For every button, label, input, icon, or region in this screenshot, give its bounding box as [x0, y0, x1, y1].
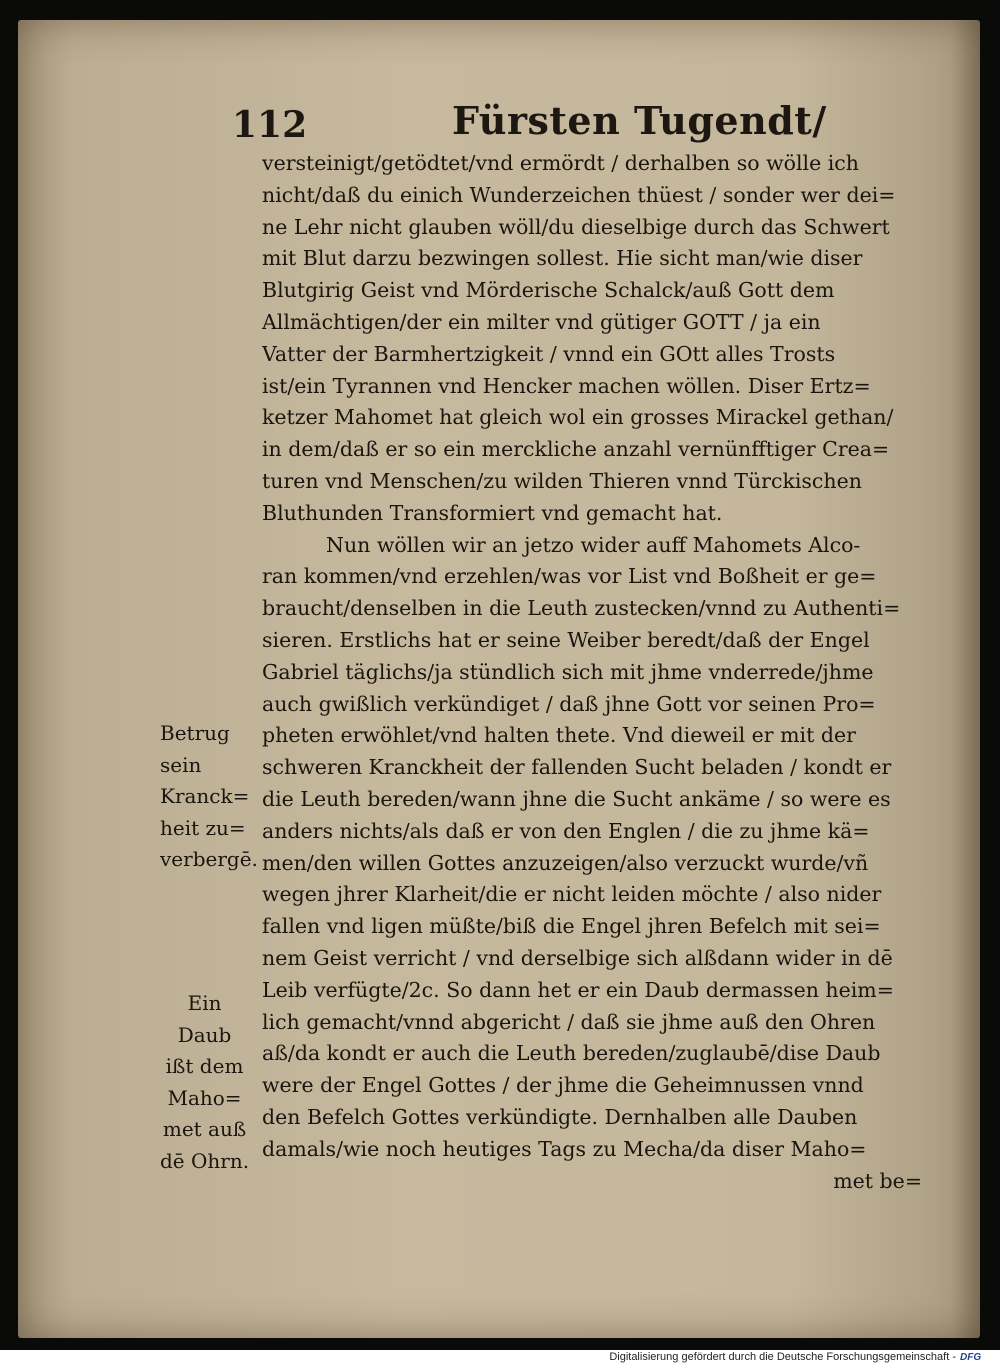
text-line: auch gwißlich verkündiget / daß jhne Gott vor seinen Pro=: [262, 691, 876, 716]
running-header: Fürsten Tugendt/: [452, 98, 827, 143]
main-text-block: [262, 148, 922, 1197]
text-line: turen vnd Menschen/zu wilden Thieren vnnd Türckischen: [262, 468, 862, 493]
text-line: fallen vnd ligen müßte/biß die Engel jhren Befelch mit sei=: [262, 914, 881, 939]
text-line: in dem/daß er so ein merckliche anzahl vernünfftiger Crea=: [262, 437, 890, 462]
text-line: ist/ein Tyrannen vnd Hencker machen wöllen. Diser Ertz=: [262, 373, 871, 398]
text-line: anders nichts/als daß er von den Englen / die zu jhme kä=: [262, 818, 870, 843]
text-line: mit Blut darzu bezwingen sollest. Hie sicht man/wie diser: [262, 246, 863, 271]
margin-note-line: ißt dem: [165, 1054, 244, 1078]
footer-bar: [0, 1350, 1000, 1367]
margin-note-line: heit zu=: [160, 815, 246, 840]
text-line: aß/da kondt er auch die Leuth bereden/zuglaubē/dise Daub: [262, 1041, 881, 1066]
text-line: Allmächtigen/der ein milter vnd gütiger GOTT / ja ein: [262, 309, 821, 334]
text-line: pheten erwöhlet/vnd halten thete. Vnd dieweil er mit der: [262, 723, 856, 748]
text-line: Gabriel täglichs/ja stündlich sich mit jhme vnderrede/jhme: [262, 659, 874, 684]
text-line: ketzer Mahomet hat gleich wol ein grosses Mirackel gethan/: [262, 405, 894, 430]
dfg-logo: DFG: [960, 1352, 982, 1363]
catchword: met be=: [833, 1168, 922, 1193]
text-line: ne Lehr nicht glauben wöll/du dieselbige durch das Schwert: [262, 214, 890, 239]
page-number: 112: [232, 104, 308, 146]
margin-note-line: Kranck=: [160, 784, 250, 808]
text-line: sieren. Erstlichs hat er seine Weiber beredt/daß der Engel: [262, 627, 870, 652]
margin-note-line: Maho=: [167, 1085, 242, 1110]
margin-note-line: dē Ohrn.: [160, 1148, 250, 1173]
text-line: braucht/denselben in die Leuth zustecken/vnnd zu Authenti=: [262, 596, 901, 621]
margin-note-betrug: [160, 718, 258, 876]
text-line: Blutgirig Geist vnd Mörderische Schalck/auß Gott dem: [262, 278, 835, 303]
text-line: men/den willen Gottes anzuzeigen/also verzuckt wurde/vñ: [262, 850, 869, 875]
text-line: were der Engel Gottes / der jhme die Geheimnussen vnnd: [262, 1073, 864, 1098]
text-line-paragraph-start: Nun wöllen wir an jetzo wider auff Mahomets Alco-: [326, 532, 861, 557]
text-line: nicht/daß du einich Wunderzeichen thüest / sonder wer dei=: [262, 182, 896, 207]
text-line: lich gemacht/vnnd abgericht / daß sie jhme auß den Ohren: [262, 1009, 876, 1034]
text-line: wegen jhrer Klarheit/die er nicht leiden möchte / also nider: [262, 882, 882, 907]
text-line: Leib verfügte/2c. So dann het er ein Daub dermassen heim=: [262, 977, 894, 1002]
text-line: versteinigt/getödtet/vnd ermördt / derhalben so wölle ich: [262, 151, 859, 175]
funding-credit: Digitalisierung gefördert durch die Deutsche Forschungsgemeinschaft -: [609, 1351, 956, 1363]
margin-note-line: met auß: [162, 1117, 247, 1141]
text-line: ran kommen/vnd erzehlen/was vor List vnd Boßheit er ge=: [262, 564, 877, 589]
margin-note-line: Ein: [187, 991, 222, 1015]
text-line: die Leuth bereden/wann jhne die Sucht ankäme / so were es: [262, 786, 891, 811]
margin-note-daub: [160, 988, 249, 1177]
margin-note-line: Betrug: [160, 721, 230, 745]
text-line: damals/wie noch heutiges Tags zu Mecha/da diser Maho=: [262, 1136, 867, 1161]
text-line: schweren Kranckheit der fallenden Sucht beladen / kondt er: [262, 755, 892, 780]
text-line: den Befelch Gottes verkündigte. Dernhalben alle Dauben: [262, 1104, 858, 1129]
margin-note-line: Daub: [177, 1022, 232, 1047]
margin-note-line: sein: [160, 752, 202, 777]
text-line: Vatter der Barmhertzigkeit / vnnd ein GOtt alles Trosts: [262, 341, 836, 366]
text-line: Bluthunden Transformiert vnd gemacht hat.: [262, 500, 723, 525]
text-line: nem Geist verricht / vnd derselbige sich alßdann wider in dē: [262, 945, 893, 970]
margin-note-line: verbergē.: [160, 847, 258, 871]
